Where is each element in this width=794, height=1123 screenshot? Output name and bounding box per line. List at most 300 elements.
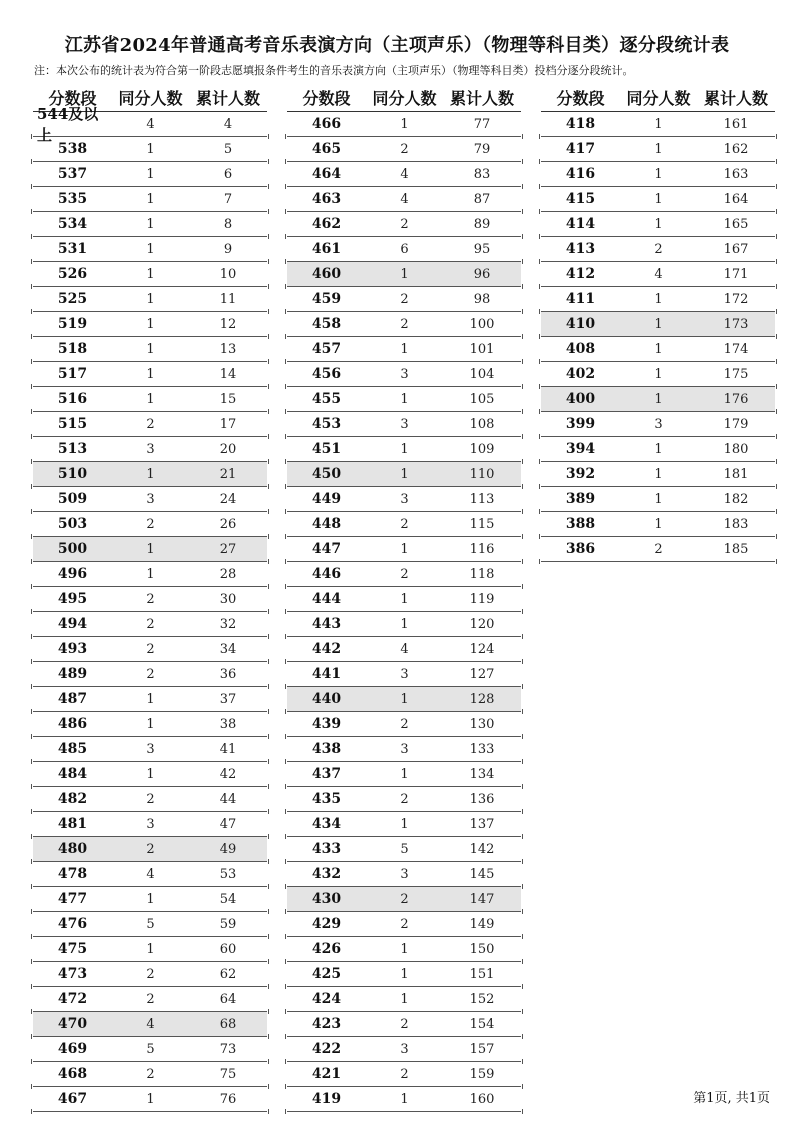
- table-row: [287, 712, 521, 737]
- table-row: [541, 187, 775, 212]
- same-count-cell: 1: [146, 166, 155, 182]
- cumulative-count-cell: 15: [219, 391, 237, 407]
- score-cell: 478: [57, 866, 88, 882]
- score-cell: 441: [311, 666, 342, 682]
- table-row: [33, 362, 267, 387]
- cumulative-count-cell: 119: [469, 591, 495, 607]
- cumulative-count-cell: 11: [219, 291, 237, 307]
- score-cell: 434: [311, 816, 342, 832]
- same-count-cell: 1: [400, 691, 409, 707]
- score-cell: 481: [57, 816, 88, 832]
- score-cell: 394: [565, 441, 596, 457]
- same-count-cell: 2: [400, 291, 409, 307]
- cumulative-count-cell: 124: [469, 641, 495, 657]
- score-cell: 489: [57, 666, 88, 682]
- same-count-cell: 1: [146, 941, 155, 957]
- cumulative-count-cell: 24: [219, 491, 237, 507]
- same-count-cell: 2: [146, 841, 155, 857]
- table-row: [541, 437, 775, 462]
- score-cell: 496: [57, 566, 88, 582]
- header-same-count: 同分人数: [118, 89, 183, 108]
- same-count-cell: 5: [146, 1041, 155, 1057]
- score-cell: 425: [311, 966, 342, 982]
- table-row: [287, 787, 521, 812]
- score-cell: 417: [565, 141, 596, 157]
- same-count-cell: 1: [654, 166, 663, 182]
- table-row: [287, 587, 521, 612]
- table-row: [33, 187, 267, 212]
- cumulative-count-cell: 118: [469, 566, 495, 582]
- score-cell: 518: [57, 341, 88, 357]
- table-rows: [33, 105, 267, 1112]
- cumulative-count-cell: 10: [219, 266, 237, 282]
- table-row: [287, 337, 521, 362]
- table-row: [287, 937, 521, 962]
- same-count-cell: 4: [146, 866, 155, 882]
- cumulative-count-cell: 137: [469, 816, 495, 832]
- score-cell: 465: [311, 141, 342, 157]
- table-row: [33, 762, 267, 787]
- cumulative-count-cell: 44: [219, 791, 237, 807]
- cumulative-count-cell: 14: [219, 366, 237, 382]
- same-count-cell: 2: [146, 966, 155, 982]
- score-cell: 416: [565, 166, 596, 182]
- score-cell: 456: [311, 366, 342, 382]
- table-row: [287, 612, 521, 637]
- score-cell: 517: [57, 366, 88, 382]
- table-row: [33, 712, 267, 737]
- table-row: [287, 312, 521, 337]
- score-cell: 438: [311, 741, 342, 757]
- same-count-cell: 2: [400, 791, 409, 807]
- table-row: [33, 437, 267, 462]
- table-row: [541, 362, 775, 387]
- header-score: 分数段: [302, 89, 351, 108]
- table-row: [287, 1062, 521, 1087]
- cumulative-count-cell: 79: [473, 141, 491, 157]
- score-cell: 495: [57, 591, 88, 607]
- table-row: [287, 212, 521, 237]
- table-row: [541, 487, 775, 512]
- score-cell: 426: [311, 941, 342, 957]
- table-row: [287, 1087, 521, 1112]
- score-cell: 509: [57, 491, 88, 507]
- score-cell: 493: [57, 641, 88, 657]
- cumulative-count-cell: 53: [219, 866, 237, 882]
- table-row: [33, 262, 267, 287]
- same-count-cell: 1: [400, 591, 409, 607]
- cumulative-count-cell: 164: [723, 191, 749, 207]
- cumulative-count-cell: 21: [219, 466, 237, 482]
- score-cell: 475: [57, 941, 88, 957]
- same-count-cell: 1: [654, 191, 663, 207]
- table-row: [33, 837, 267, 862]
- cumulative-count-cell: 12: [219, 316, 237, 332]
- score-cell: 447: [311, 541, 342, 557]
- cumulative-count-cell: 115: [469, 516, 495, 532]
- header-cumulative-count: 累计人数: [449, 89, 514, 108]
- same-count-cell: 3: [400, 866, 409, 882]
- same-count-cell: 1: [400, 541, 409, 557]
- same-count-cell: 4: [146, 1016, 155, 1032]
- table-row: [287, 512, 521, 537]
- page-title: 江苏省2024年普通高考音乐表演方向（主项声乐）（物理等科目类）逐分段统计表: [64, 35, 730, 56]
- score-cell: 472: [57, 991, 88, 1007]
- table-note: 注：本次公布的统计表为符合第一阶段志愿填报条件考生的音乐表演方向（主项声乐）（物理等科目类）投档分逐分段统计。: [34, 64, 634, 77]
- table-row: [287, 487, 521, 512]
- table-row: [33, 1012, 267, 1037]
- table-row: [541, 337, 775, 362]
- table-row: [541, 212, 775, 237]
- header-cumulative-count: 累计人数: [195, 89, 260, 108]
- header-cumulative-count: 累计人数: [703, 89, 768, 108]
- cumulative-count-cell: 116: [469, 541, 495, 557]
- table-row: [33, 987, 267, 1012]
- same-count-cell: 1: [400, 266, 409, 282]
- same-count-cell: 1: [654, 466, 663, 482]
- same-count-cell: 1: [654, 516, 663, 532]
- table-row: [287, 412, 521, 437]
- cumulative-count-cell: 28: [219, 566, 237, 582]
- score-cell: 450: [311, 466, 342, 482]
- cumulative-count-cell: 96: [473, 266, 491, 282]
- table-row: [33, 212, 267, 237]
- same-count-cell: 2: [400, 141, 409, 157]
- same-count-cell: 4: [400, 166, 409, 182]
- same-count-cell: 2: [400, 1066, 409, 1082]
- same-count-cell: 2: [400, 916, 409, 932]
- table-row: [287, 962, 521, 987]
- table-row: [287, 912, 521, 937]
- table-row: [541, 462, 775, 487]
- same-count-cell: 1: [146, 566, 155, 582]
- cumulative-count-cell: 26: [219, 516, 237, 532]
- score-cell: 482: [57, 791, 88, 807]
- cumulative-count-cell: 7: [223, 191, 233, 207]
- same-count-cell: 2: [146, 416, 155, 432]
- score-cell: 440: [311, 691, 342, 707]
- cumulative-count-cell: 174: [723, 341, 749, 357]
- table-row: [287, 687, 521, 712]
- table-row: [33, 1062, 267, 1087]
- same-count-cell: 1: [654, 491, 663, 507]
- same-count-cell: 1: [146, 541, 155, 557]
- cumulative-count-cell: 181: [723, 466, 749, 482]
- score-cell: 464: [311, 166, 342, 182]
- cumulative-count-cell: 149: [469, 916, 495, 932]
- cumulative-count-cell: 6: [223, 166, 233, 182]
- table-rows: [287, 112, 521, 1112]
- score-cell: 412: [565, 266, 596, 282]
- cumulative-count-cell: 120: [469, 616, 495, 632]
- same-count-cell: 1: [146, 691, 155, 707]
- score-cell: 473: [57, 966, 88, 982]
- same-count-cell: 2: [146, 666, 155, 682]
- cumulative-count-cell: 159: [469, 1066, 495, 1082]
- score-cell: 480: [57, 841, 88, 857]
- score-cell: 389: [565, 491, 596, 507]
- score-cell: 535: [57, 191, 88, 207]
- table-row: [287, 987, 521, 1012]
- table-row: [33, 312, 267, 337]
- cumulative-count-cell: 183: [723, 516, 749, 532]
- score-cell: 415: [565, 191, 596, 207]
- same-count-cell: 3: [146, 441, 155, 457]
- score-cell: 413: [565, 241, 596, 257]
- cumulative-count-cell: 17: [219, 416, 237, 432]
- table-row: [33, 337, 267, 362]
- cumulative-count-cell: 13: [219, 341, 237, 357]
- cumulative-count-cell: 147: [469, 891, 495, 907]
- cumulative-count-cell: 113: [469, 491, 495, 507]
- table-row: [33, 387, 267, 412]
- score-cell: 494: [57, 616, 88, 632]
- score-cell: 424: [311, 991, 342, 1007]
- same-count-cell: 1: [400, 966, 409, 982]
- same-count-cell: 1: [654, 291, 663, 307]
- cumulative-count-cell: 64: [219, 991, 237, 1007]
- same-count-cell: 3: [146, 491, 155, 507]
- score-cell: 477: [57, 891, 88, 907]
- cumulative-count-cell: 32: [219, 616, 237, 632]
- same-count-cell: 2: [146, 1066, 155, 1082]
- same-count-cell: 1: [146, 766, 155, 782]
- score-cell: 443: [311, 616, 342, 632]
- table-header: [287, 84, 521, 112]
- cumulative-count-cell: 133: [469, 741, 495, 757]
- same-count-cell: 2: [400, 516, 409, 532]
- score-cell: 463: [311, 191, 342, 207]
- table-row: [287, 137, 521, 162]
- table-row: [287, 637, 521, 662]
- cumulative-count-cell: 182: [723, 491, 749, 507]
- same-count-cell: 1: [654, 116, 663, 132]
- score-cell: 468: [57, 1066, 88, 1082]
- table-row: [541, 162, 775, 187]
- score-table-column-2: [287, 84, 521, 1112]
- score-cell: 467: [57, 1091, 88, 1107]
- same-count-cell: 1: [400, 391, 409, 407]
- same-count-cell: 1: [146, 316, 155, 332]
- cumulative-count-cell: 30: [219, 591, 237, 607]
- cumulative-count-cell: 77: [473, 116, 491, 132]
- cumulative-count-cell: 60: [219, 941, 237, 957]
- table-row: [33, 912, 267, 937]
- same-count-cell: 4: [400, 191, 409, 207]
- same-count-cell: 1: [400, 941, 409, 957]
- same-count-cell: 3: [146, 741, 155, 757]
- table-row: [287, 1037, 521, 1062]
- table-row: [287, 737, 521, 762]
- table-row: [541, 412, 775, 437]
- table-row: [541, 512, 775, 537]
- cumulative-count-cell: 100: [469, 316, 495, 332]
- same-count-cell: 1: [654, 391, 663, 407]
- same-count-cell: 2: [146, 791, 155, 807]
- score-cell: 513: [57, 441, 88, 457]
- table-row: [287, 462, 521, 487]
- table-row: [541, 387, 775, 412]
- table-row: [541, 137, 775, 162]
- score-cell: 537: [57, 166, 88, 182]
- cumulative-count-cell: 185: [723, 541, 749, 557]
- table-row: [33, 587, 267, 612]
- score-cell: 459: [311, 291, 342, 307]
- table-row: [33, 462, 267, 487]
- table-row: [287, 237, 521, 262]
- table-row: [33, 662, 267, 687]
- same-count-cell: 1: [400, 766, 409, 782]
- score-cell: 400: [565, 391, 596, 407]
- table-row: [287, 162, 521, 187]
- header-score: 分数段: [556, 89, 605, 108]
- score-cell: 433: [311, 841, 342, 857]
- table-rows: [541, 112, 775, 562]
- table-row: [33, 162, 267, 187]
- same-count-cell: 1: [654, 216, 663, 232]
- cumulative-count-cell: 162: [723, 141, 749, 157]
- cumulative-count-cell: 136: [469, 791, 495, 807]
- cumulative-count-cell: 34: [219, 641, 237, 657]
- cumulative-count-cell: 75: [219, 1066, 237, 1082]
- cumulative-count-cell: 175: [723, 366, 749, 382]
- cumulative-count-cell: 130: [469, 716, 495, 732]
- cumulative-count-cell: 5: [223, 141, 233, 157]
- same-count-cell: 2: [400, 1016, 409, 1032]
- same-count-cell: 1: [146, 266, 155, 282]
- score-cell: 414: [565, 216, 596, 232]
- table-row: [33, 862, 267, 887]
- same-count-cell: 1: [146, 391, 155, 407]
- table-row: [33, 812, 267, 837]
- table-row: [33, 487, 267, 512]
- score-cell: 449: [311, 491, 342, 507]
- score-cell: 446: [311, 566, 342, 582]
- table-row: [33, 637, 267, 662]
- same-count-cell: 3: [654, 416, 663, 432]
- table-row: [287, 287, 521, 312]
- cumulative-count-cell: 108: [469, 416, 495, 432]
- table-row: [33, 412, 267, 437]
- score-table-column-3: [541, 84, 775, 562]
- same-count-cell: 1: [146, 291, 155, 307]
- score-cell: 430: [311, 891, 342, 907]
- same-count-cell: 1: [400, 116, 409, 132]
- table-row: [287, 812, 521, 837]
- table-row: [33, 687, 267, 712]
- score-cell: 402: [565, 366, 596, 382]
- cumulative-count-cell: 36: [219, 666, 237, 682]
- same-count-cell: 1: [146, 466, 155, 482]
- header-same-count: 同分人数: [372, 89, 437, 108]
- same-count-cell: 1: [146, 366, 155, 382]
- score-table-column-1: [33, 84, 267, 1112]
- same-count-cell: 4: [146, 116, 155, 132]
- score-cell: 455: [311, 391, 342, 407]
- cumulative-count-cell: 76: [219, 1091, 237, 1107]
- score-cell: 462: [311, 216, 342, 232]
- score-cell: 388: [565, 516, 596, 532]
- same-count-cell: 3: [400, 666, 409, 682]
- same-count-cell: 6: [400, 241, 409, 257]
- same-count-cell: 5: [146, 916, 155, 932]
- same-count-cell: 5: [400, 841, 409, 857]
- cumulative-count-cell: 110: [469, 466, 495, 482]
- score-cell: 484: [57, 766, 88, 782]
- table-row: [33, 1037, 267, 1062]
- same-count-cell: 1: [146, 241, 155, 257]
- table-row: [287, 837, 521, 862]
- same-count-cell: 1: [654, 316, 663, 332]
- score-cell: 457: [311, 341, 342, 357]
- score-cell: 526: [57, 266, 88, 282]
- same-count-cell: 1: [400, 466, 409, 482]
- score-cell: 429: [311, 916, 342, 932]
- cumulative-count-cell: 62: [219, 966, 237, 982]
- cumulative-count-cell: 38: [219, 716, 237, 732]
- score-cell: 386: [565, 541, 596, 557]
- cumulative-count-cell: 109: [469, 441, 495, 457]
- score-cell: 500: [57, 541, 88, 557]
- score-cell: 437: [311, 766, 342, 782]
- cumulative-count-cell: 163: [723, 166, 749, 182]
- table-row: [287, 537, 521, 562]
- page-number: 第1页, 共1页: [693, 1091, 770, 1106]
- table-row: [287, 187, 521, 212]
- cumulative-count-cell: 83: [473, 166, 491, 182]
- same-count-cell: 3: [146, 816, 155, 832]
- cumulative-count-cell: 150: [469, 941, 495, 957]
- table-row: [33, 1087, 267, 1112]
- score-cell: 485: [57, 741, 88, 757]
- score-cell: 469: [57, 1041, 88, 1057]
- table-row: [287, 112, 521, 137]
- score-cell: 516: [57, 391, 88, 407]
- same-count-cell: 2: [654, 241, 663, 257]
- score-cell: 510: [57, 466, 88, 482]
- table-row: [287, 387, 521, 412]
- same-count-cell: 2: [400, 566, 409, 582]
- score-cell: 470: [57, 1016, 88, 1032]
- same-count-cell: 3: [400, 741, 409, 757]
- same-count-cell: 3: [400, 416, 409, 432]
- table-row: [541, 537, 775, 562]
- cumulative-count-cell: 87: [473, 191, 491, 207]
- table-row: [33, 137, 267, 162]
- header-score: 分数段: [48, 89, 97, 108]
- cumulative-count-cell: 142: [469, 841, 495, 857]
- cumulative-count-cell: 134: [469, 766, 495, 782]
- same-count-cell: 2: [400, 316, 409, 332]
- score-cell: 439: [311, 716, 342, 732]
- table-row: [33, 887, 267, 912]
- cumulative-count-cell: 4: [223, 116, 233, 132]
- score-cell: 435: [311, 791, 342, 807]
- table-row: [541, 112, 775, 137]
- same-count-cell: 1: [146, 341, 155, 357]
- score-cell: 421: [311, 1066, 342, 1082]
- same-count-cell: 2: [146, 991, 155, 1007]
- same-count-cell: 4: [400, 641, 409, 657]
- score-cell: 525: [57, 291, 88, 307]
- cumulative-count-cell: 145: [469, 866, 495, 882]
- table-row: [33, 962, 267, 987]
- cumulative-count-cell: 89: [473, 216, 491, 232]
- cumulative-count-cell: 152: [469, 991, 495, 1007]
- score-cell: 392: [565, 466, 596, 482]
- cumulative-count-cell: 161: [723, 116, 749, 132]
- same-count-cell: 1: [654, 366, 663, 382]
